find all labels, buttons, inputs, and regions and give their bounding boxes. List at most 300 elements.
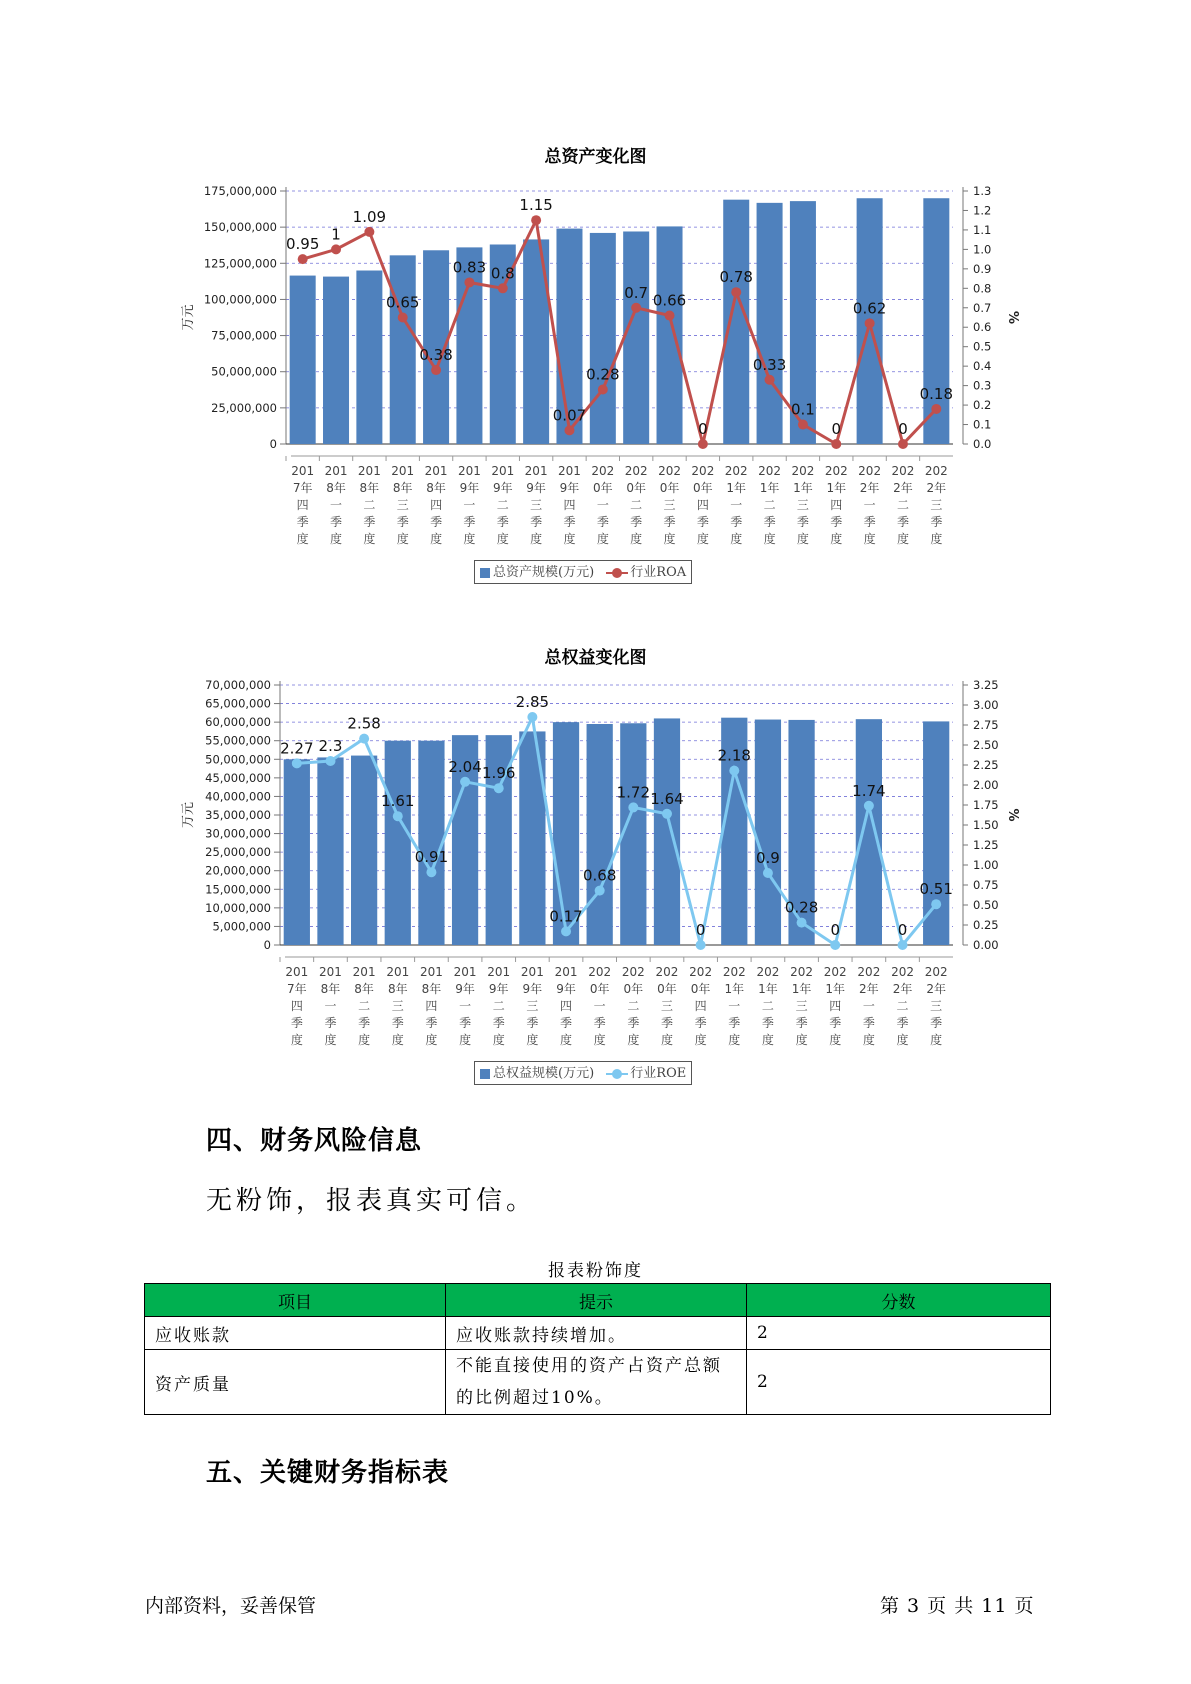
x-tick-label: 一 (324, 999, 337, 1013)
x-tick-label: 201 (324, 464, 348, 478)
data-label: 0.91 (414, 848, 449, 867)
data-label: 0.33 (752, 355, 787, 374)
x-tick-label: 8年 (421, 982, 442, 996)
x-tick-label: 季 (930, 1016, 943, 1030)
data-point (765, 375, 775, 385)
section4-body: 无粉饰，报表真实可信。 (206, 1186, 537, 1216)
y-tick-label: 40,000,000 (205, 789, 271, 804)
y-tick-label: 25,000,000 (205, 845, 271, 860)
x-tick-label: 一 (593, 999, 606, 1013)
x-tick-label: 季 (663, 515, 676, 529)
x-tick-label: 季 (763, 515, 776, 529)
y2-tick-label: 0.4 (973, 359, 992, 374)
bar (620, 723, 646, 945)
x-tick-label: 9年 (522, 982, 543, 996)
x-tick-label: 度 (363, 532, 376, 546)
x-tick-label: 度 (290, 1033, 303, 1047)
data-point (763, 868, 773, 878)
y-tick-label: 50,000,000 (205, 752, 271, 767)
y2-tick-label: 3.25 (973, 678, 999, 692)
x-tick-label: 季 (796, 515, 809, 529)
data-point (531, 215, 541, 225)
y-tick-label: 15,000,000 (205, 882, 271, 897)
x-tick-label: 季 (795, 1016, 808, 1030)
bar (755, 720, 781, 945)
x-tick-label: 9年 (488, 982, 509, 996)
chart2-legend-line-label: 行业ROE (630, 1066, 687, 1081)
data-label: 0 (831, 420, 842, 438)
y-axis-title: 万元 (181, 304, 196, 331)
x-tick-label: 四 (290, 999, 303, 1013)
x-tick-label: 202 (722, 965, 746, 979)
data-label: 0.1 (790, 400, 815, 419)
x-tick-label: 四 (296, 498, 309, 512)
data-label: 0.65 (386, 293, 420, 312)
cell-hint: 不能直接使用的资产占资产总额的比例超过10%。 (446, 1350, 747, 1415)
x-tick-label: 度 (896, 1033, 909, 1047)
legend-line-swatch (606, 1068, 628, 1080)
x-tick-label: 1年 (759, 481, 780, 495)
x-tick-label: 度 (930, 532, 943, 546)
data-label: 1.15 (519, 196, 553, 215)
data-label: 0 (830, 921, 840, 939)
chart2-legend-bar-label: 总权益规模(万元) (493, 1066, 595, 1081)
data-label: 2.18 (717, 746, 751, 765)
y-tick-label: 10,000,000 (205, 900, 271, 915)
x-tick-label: 季 (694, 1016, 707, 1030)
x-tick-label: 季 (862, 1016, 875, 1030)
legend-bar-swatch (480, 1069, 490, 1079)
x-tick-label: 度 (396, 532, 409, 546)
x-tick-label: 一 (863, 498, 876, 512)
y2-axis-title: % (1005, 310, 1020, 325)
y2-axis-title: % (1005, 808, 1020, 822)
x-tick-label: 季 (930, 515, 943, 529)
y-tick-label: 0 (263, 938, 271, 952)
x-tick-label: 季 (593, 1016, 606, 1030)
y2-tick-label: 1.25 (973, 838, 999, 852)
x-tick-label: 0年 (626, 481, 646, 495)
data-point (561, 926, 571, 936)
x-tick-label: 四 (829, 999, 842, 1013)
x-tick-label: 季 (425, 1016, 438, 1030)
x-tick-label: 201 (520, 965, 544, 979)
x-tick-label: 一 (730, 498, 743, 512)
x-tick-label: 201 (491, 464, 515, 478)
x-tick-label: 0年 (589, 982, 610, 996)
x-tick-label: 季 (396, 515, 409, 529)
x-tick-label: 8年 (326, 481, 346, 495)
y2-tick-label: 0.1 (973, 417, 992, 432)
x-tick-label: 三 (796, 498, 809, 512)
x-tick-label: 201 (453, 965, 477, 979)
data-label: 0.7 (624, 283, 649, 302)
y2-tick-label: 1.50 (973, 818, 999, 832)
x-tick-label: 202 (791, 464, 815, 478)
y2-tick-label: 1.00 (973, 858, 999, 872)
x-tick-label: 7年 (292, 481, 313, 495)
data-point (325, 756, 335, 766)
data-point (864, 801, 874, 811)
y-tick-label: 175,000,000 (203, 184, 277, 198)
x-tick-label: 度 (761, 1033, 774, 1047)
data-point (595, 886, 605, 896)
y2-tick-label: 1.2 (973, 203, 992, 218)
header-item: 项目 (145, 1284, 446, 1317)
data-point (662, 809, 672, 819)
x-tick-label: 度 (430, 532, 443, 546)
x-tick-label: 度 (391, 1033, 404, 1047)
x-tick-label: 二 (363, 498, 376, 512)
x-tick-label: 季 (296, 515, 309, 529)
data-point (393, 811, 403, 821)
x-tick-label: 8年 (387, 982, 408, 996)
data-label: 0 (897, 921, 908, 939)
y-tick-label: 150,000,000 (203, 220, 277, 235)
x-tick-label: 202 (857, 965, 881, 979)
data-point (898, 439, 908, 449)
y-tick-label: 70,000,000 (205, 678, 271, 692)
x-tick-label: 度 (496, 532, 509, 546)
y-tick-label: 20,000,000 (205, 863, 271, 878)
x-tick-label: 201 (291, 464, 315, 478)
header-hint: 提示 (446, 1284, 747, 1317)
x-tick-label: 季 (730, 515, 743, 529)
x-tick-label: 三 (930, 999, 943, 1013)
data-label: 0.83 (452, 258, 487, 277)
bar (923, 721, 949, 945)
y-tick-label: 50,000,000 (211, 364, 277, 379)
x-tick-label: 季 (896, 1016, 909, 1030)
x-tick-label: 三 (930, 498, 943, 512)
data-point (731, 287, 741, 297)
x-tick-label: 2年 (926, 481, 947, 495)
x-tick-label: 202 (588, 965, 612, 979)
x-tick-label: 度 (795, 1033, 808, 1047)
bar (456, 247, 482, 444)
data-point (292, 758, 302, 768)
data-point (931, 404, 941, 414)
x-tick-label: 202 (591, 464, 615, 478)
x-tick-label: 202 (823, 965, 847, 979)
x-tick-label: 季 (563, 515, 576, 529)
x-tick-label: 201 (558, 464, 581, 478)
x-tick-label: 202 (924, 965, 948, 979)
data-point (464, 277, 474, 287)
y-tick-label: 0 (269, 437, 277, 451)
bar (590, 233, 616, 444)
x-tick-label: 202 (790, 965, 814, 979)
x-tick-label: 度 (459, 1033, 472, 1047)
y2-tick-label: 0.6 (973, 320, 992, 335)
x-tick-label: 201 (457, 464, 481, 478)
x-tick-label: 季 (863, 515, 876, 529)
bar (390, 255, 416, 444)
data-label: 0.78 (719, 268, 753, 287)
bar (757, 203, 783, 444)
data-label: 0.18 (919, 384, 954, 403)
section4-heading: 四、财务风险信息 (206, 1126, 423, 1156)
x-tick-label: 9年 (526, 481, 546, 495)
x-tick-label: 度 (563, 532, 576, 546)
x-tick-label: 三 (396, 498, 409, 512)
x-tick-label: 202 (891, 965, 914, 979)
data-label: 2.85 (515, 693, 550, 711)
x-tick-label: 度 (830, 532, 843, 546)
x-tick-label: 201 (391, 464, 415, 478)
data-label: 0.68 (582, 866, 617, 885)
x-tick-label: 二 (627, 999, 640, 1013)
bar (519, 731, 545, 945)
bar (284, 759, 310, 945)
x-tick-label: 202 (858, 464, 882, 478)
data-point (665, 311, 675, 321)
x-tick-label: 202 (724, 464, 748, 478)
chart2-legend (474, 1061, 692, 1085)
x-tick-label: 季 (660, 1016, 673, 1030)
x-tick-label: 四 (560, 999, 573, 1013)
x-tick-label: 度 (560, 1033, 573, 1047)
y-tick-label: 25,000,000 (211, 400, 277, 415)
data-label: 1.74 (852, 781, 886, 800)
x-tick-label: 202 (624, 464, 648, 478)
x-tick-label: 季 (630, 515, 643, 529)
x-tick-label: 一 (862, 999, 875, 1013)
data-label: 0 (698, 420, 708, 438)
x-tick-label: 202 (621, 965, 645, 979)
x-tick-label: 1年 (826, 481, 847, 495)
total-equity-chart (0, 670, 1191, 1090)
bar (657, 226, 683, 444)
x-tick-label: 二 (896, 999, 909, 1013)
data-point (398, 313, 408, 323)
x-tick-label: 2年 (893, 481, 913, 495)
x-tick-label: 一 (463, 498, 476, 512)
x-tick-label: 度 (896, 532, 909, 546)
x-tick-label: 四 (425, 999, 438, 1013)
table-row (145, 1350, 1051, 1415)
data-point (729, 766, 739, 776)
y2-tick-label: 0.75 (973, 878, 999, 892)
x-tick-label: 0年 (623, 982, 644, 996)
data-label: 0.95 (285, 235, 320, 254)
x-tick-label: 201 (424, 464, 448, 478)
x-tick-label: 202 (689, 965, 713, 979)
y2-tick-label: 2.25 (973, 758, 999, 772)
x-tick-label: 7年 (287, 982, 307, 996)
x-tick-label: 度 (930, 1033, 943, 1047)
y2-tick-label: 3.00 (973, 698, 999, 712)
data-label: 2.58 (347, 714, 381, 733)
x-tick-label: 季 (829, 1016, 842, 1030)
bar (356, 271, 382, 444)
x-tick-label: 度 (530, 532, 543, 546)
x-tick-label: 四 (696, 498, 709, 512)
x-tick-label: 0年 (690, 982, 711, 996)
data-label: 0.28 (586, 365, 620, 384)
x-tick-label: 季 (596, 515, 609, 529)
x-tick-label: 度 (425, 1033, 438, 1047)
data-point (498, 283, 508, 293)
x-tick-label: 季 (627, 1016, 640, 1030)
y2-tick-label: 0.7 (973, 300, 992, 315)
x-tick-label: 季 (330, 515, 343, 529)
y-tick-label: 125,000,000 (203, 256, 277, 271)
data-label: 1.09 (352, 207, 387, 226)
x-tick-label: 季 (696, 515, 709, 529)
data-point (527, 712, 537, 722)
data-point (598, 385, 608, 395)
data-label: 2.3 (318, 737, 343, 755)
x-tick-label: 二 (896, 498, 909, 512)
x-tick-label: 8年 (426, 481, 446, 495)
x-tick-label: 1年 (726, 481, 747, 495)
data-point (865, 318, 875, 328)
x-tick-label: 一 (728, 999, 741, 1013)
y2-tick-label: 0.9 (973, 261, 992, 276)
x-tick-label: 季 (459, 1016, 472, 1030)
data-label: 0.8 (490, 264, 515, 283)
data-label: 2.27 (280, 739, 314, 758)
bar (623, 231, 649, 444)
y-tick-label: 5,000,000 (212, 919, 271, 934)
y-tick-label: 30,000,000 (205, 826, 271, 841)
data-label: 1.64 (650, 789, 684, 808)
x-tick-label: 度 (330, 532, 343, 546)
data-label: 1.96 (482, 764, 516, 783)
x-tick-label: 三 (660, 999, 673, 1013)
data-point (431, 365, 441, 375)
x-tick-label: 四 (563, 498, 576, 512)
header-score: 分数 (747, 1284, 1051, 1317)
x-tick-label: 度 (763, 532, 776, 546)
x-tick-label: 季 (560, 1016, 573, 1030)
x-tick-label: 0年 (693, 481, 713, 495)
x-tick-label: 度 (863, 532, 876, 546)
x-tick-label: 1年 (758, 982, 778, 996)
table-header-row (145, 1284, 1051, 1317)
y2-tick-label: 2.00 (973, 778, 999, 792)
x-tick-label: 度 (663, 532, 676, 546)
x-tick-label: 四 (830, 498, 843, 512)
x-tick-label: 9年 (455, 982, 475, 996)
x-tick-label: 度 (696, 532, 709, 546)
x-tick-label: 度 (660, 1033, 673, 1047)
data-label: 0.9 (755, 849, 780, 867)
x-tick-label: 202 (691, 464, 715, 478)
x-tick-label: 一 (459, 999, 472, 1013)
x-tick-label: 202 (655, 965, 679, 979)
y2-tick-label: 0.25 (973, 918, 999, 932)
cell-item: 应收账款 (145, 1317, 446, 1350)
y2-tick-label: 1.3 (973, 184, 992, 198)
x-tick-label: 三 (526, 999, 539, 1013)
x-tick-label: 度 (492, 1033, 505, 1047)
y-tick-label: 60,000,000 (205, 715, 271, 730)
x-tick-label: 三 (391, 999, 404, 1013)
cell-score: 2 (747, 1350, 1051, 1415)
x-tick-label: 一 (330, 498, 343, 512)
x-tick-label: 三 (663, 498, 676, 512)
bar (385, 741, 411, 945)
y-tick-label: 55,000,000 (205, 733, 271, 748)
x-tick-label: 202 (758, 464, 782, 478)
x-tick-label: 201 (357, 464, 381, 478)
x-tick-label: 度 (358, 1033, 371, 1047)
bar (323, 277, 349, 444)
x-tick-label: 二 (492, 999, 505, 1013)
section5-heading: 五、关键财务指标表 (206, 1458, 450, 1488)
data-label: 0.17 (549, 907, 583, 926)
y-tick-label: 35,000,000 (205, 808, 271, 822)
x-tick-label: 季 (896, 515, 909, 529)
data-point (631, 303, 641, 313)
x-tick-label: 0年 (657, 982, 677, 996)
x-tick-label: 201 (419, 965, 443, 979)
window-dressing-table (144, 1283, 1051, 1415)
chart1-legend-bar-label: 总资产规模(万元) (493, 565, 595, 580)
y2-tick-label: 0.0 (973, 437, 992, 451)
x-tick-label: 度 (526, 1033, 539, 1047)
x-tick-label: 2年 (892, 982, 913, 996)
data-point (494, 783, 504, 793)
data-label: 0 (695, 921, 706, 939)
x-tick-label: 季 (358, 1016, 371, 1030)
x-tick-label: 201 (487, 965, 511, 979)
y-tick-label: 65,000,000 (205, 696, 271, 711)
cell-hint: 应收账款持续增加。 (446, 1317, 747, 1350)
x-tick-label: 1年 (793, 481, 813, 495)
x-tick-label: 二 (358, 999, 371, 1013)
data-point (426, 867, 436, 877)
x-tick-label: 202 (891, 464, 915, 478)
x-tick-label: 201 (352, 965, 376, 979)
y2-tick-label: 0.8 (973, 281, 992, 296)
bar (856, 719, 882, 945)
x-tick-label: 季 (728, 1016, 741, 1030)
data-point (931, 899, 941, 909)
x-tick-label: 2年 (859, 982, 879, 996)
x-tick-label: 9年 (559, 481, 580, 495)
x-tick-label: 三 (795, 999, 808, 1013)
x-tick-label: 201 (524, 464, 548, 478)
x-tick-label: 度 (730, 532, 743, 546)
x-tick-label: 二 (630, 498, 643, 512)
y2-tick-label: 2.50 (973, 738, 999, 752)
x-tick-label: 度 (862, 1033, 875, 1047)
y2-tick-label: 0.3 (973, 378, 992, 393)
y2-tick-label: 2.75 (973, 718, 999, 732)
table-row (145, 1317, 1051, 1350)
x-tick-label: 8年 (392, 481, 413, 495)
footer-page-number: 第 3 页 共 11 页 (880, 1595, 1035, 1617)
data-label: 1.72 (616, 783, 651, 802)
y2-tick-label: 1.1 (973, 222, 992, 237)
chart2-title: 总权益变化图 (544, 648, 647, 668)
data-label: 0.38 (419, 346, 453, 365)
bar (654, 718, 680, 945)
data-point (698, 439, 708, 449)
x-tick-label: 201 (386, 965, 410, 979)
cell-item: 资产质量 (145, 1350, 446, 1415)
data-point (830, 940, 840, 950)
y-tick-label: 45,000,000 (205, 770, 271, 785)
x-tick-label: 二 (763, 498, 776, 512)
x-tick-label: 202 (824, 464, 848, 478)
x-tick-label: 四 (694, 999, 707, 1013)
x-tick-label: 201 (554, 965, 578, 979)
data-point (696, 940, 706, 950)
